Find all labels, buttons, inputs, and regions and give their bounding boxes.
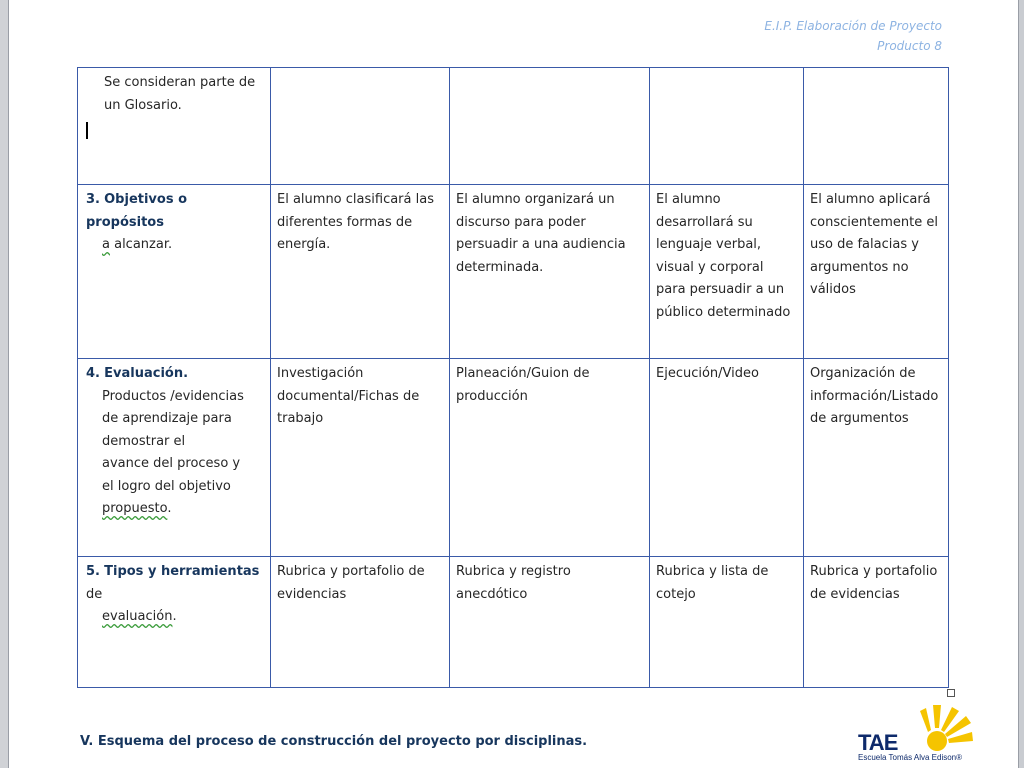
text-cursor xyxy=(86,122,88,139)
table-cell[interactable] xyxy=(271,68,450,185)
punctuation: . xyxy=(172,609,177,624)
table-cell[interactable]: Rubrica y registro anecdótico xyxy=(450,557,650,688)
table-cell[interactable]: Planeación/Guion de producción xyxy=(450,359,650,557)
item-number: 5. xyxy=(86,564,100,579)
section-heading: V. Esquema del proceso de construcción del proyecto por disciplinas. xyxy=(80,734,588,749)
punctuation: . xyxy=(167,501,172,516)
row-title-tail: de xyxy=(86,586,103,602)
row-title-rest: alcanzar. xyxy=(109,237,173,252)
table-cell[interactable]: Rubrica y portafolio de evidencias xyxy=(804,557,949,688)
header-line-2: Producto 8 xyxy=(877,39,942,53)
table-cell[interactable]: El alumno aplicará conscientemente el uso de falacias y argumentos no válidos xyxy=(804,185,949,359)
table-cell[interactable]: Organización de información/Listado de argumentos xyxy=(804,359,949,557)
eval-line: Productos /evidencias xyxy=(102,388,244,404)
table-cell[interactable] xyxy=(450,68,650,185)
row-title: Evaluación. xyxy=(104,366,189,381)
school-logo xyxy=(855,703,985,763)
table-cell[interactable] xyxy=(804,68,949,185)
logo-subtitle: Escuela Tomás Alva Edison® xyxy=(858,753,963,762)
eval-line: avance del proceso y xyxy=(102,456,241,471)
logo-text: TAE xyxy=(858,730,898,755)
table-row xyxy=(78,68,949,185)
page-header xyxy=(764,16,942,56)
table-cell[interactable] xyxy=(78,557,271,688)
spellcheck-word: propuesto xyxy=(102,501,168,516)
table-cell[interactable]: Rubrica y portafolio de evidencias xyxy=(271,557,450,688)
table-cell[interactable] xyxy=(650,68,804,185)
table-cell[interactable]: El alumno desarrollará su lenguaje verbal, visual y corporal para persuadir a un público determinado xyxy=(650,185,804,359)
eval-line: el logro del objetivo xyxy=(102,478,231,494)
item-number: 4. xyxy=(86,366,100,381)
spellcheck-word: a xyxy=(102,237,110,252)
project-table xyxy=(77,67,949,688)
table-cell[interactable]: Ejecución/Video xyxy=(650,359,804,557)
table-cell[interactable] xyxy=(78,185,271,359)
table-cell[interactable] xyxy=(78,68,271,185)
table-cell[interactable]: El alumno organizará un discurso para poder persuadir a una audiencia determinada. xyxy=(450,185,650,359)
table-row xyxy=(78,557,949,688)
table-row xyxy=(78,359,949,557)
row-title: Objetivos o propósitos xyxy=(86,192,188,230)
table-cell[interactable]: El alumno clasificará las diferentes formas de energía. xyxy=(271,185,450,359)
item-number: 3. xyxy=(86,192,100,207)
window-left-edge xyxy=(0,0,9,768)
table-resize-handle[interactable] xyxy=(947,689,955,697)
table-cell[interactable]: Rubrica y lista de cotejo xyxy=(650,557,804,688)
glosario-line-2: un Glosario. xyxy=(104,97,182,113)
table-cell[interactable]: Investigación documental/Fichas de trabajo xyxy=(271,359,450,557)
eval-line: demostrar el xyxy=(102,433,186,449)
header-line-1: E.I.P. Elaboración de Proyecto xyxy=(764,19,942,33)
row-title: Tipos y herramientas xyxy=(104,564,260,579)
table-cell[interactable] xyxy=(78,359,271,557)
glosario-line-1: Se consideran parte de xyxy=(104,75,256,90)
window-right-edge xyxy=(1018,0,1024,768)
spellcheck-word: evaluación xyxy=(102,609,173,624)
table-row xyxy=(78,185,949,359)
eval-line: de aprendizaje para xyxy=(102,411,232,426)
